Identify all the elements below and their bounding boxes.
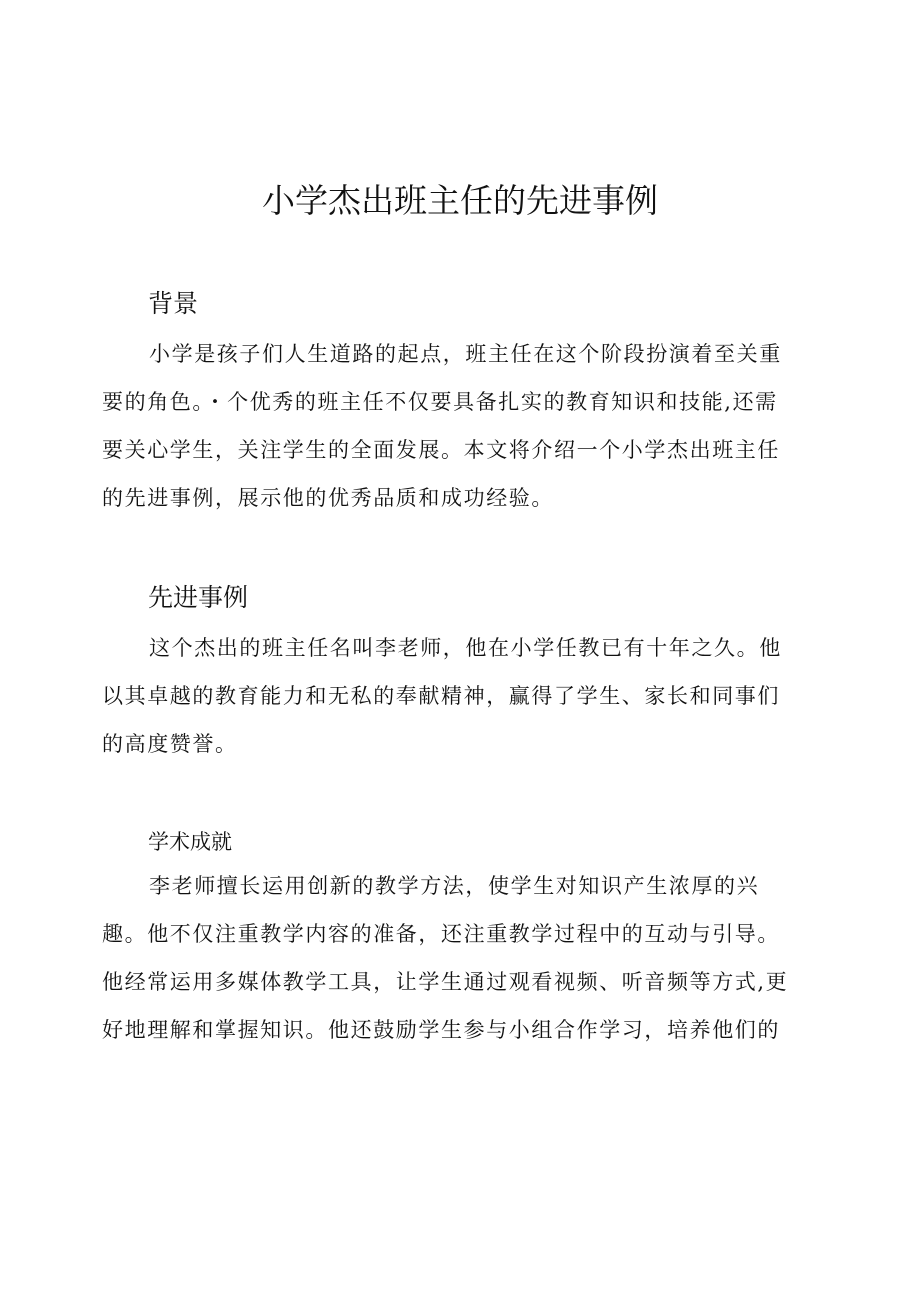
text-line: 的先进事例，展示他的优秀品质和成功经验。 (102, 486, 554, 510)
text-line: 的高度赞誉。 (102, 732, 238, 756)
text-line: 李老师擅长运用创新的教学方法，使学生对知识产生浓厚的兴 (149, 874, 760, 898)
section-heading-background: 背景 (148, 289, 199, 318)
text-line: 好地理解和掌握知识。他还鼓励学生参与小组合作学习，培养他们的 (102, 1018, 780, 1042)
paragraph-advanced-deeds (102, 624, 814, 768)
paragraph-academic-achievements (102, 862, 814, 1054)
section-heading-academic-achievements: 学术成就 (148, 830, 232, 854)
page-title: 小学杰出班主任的先进事例 (262, 181, 658, 220)
text-line: 他经常运用多媒体教学工具，让学生通过观看视频、听音频等方式,更 (102, 970, 789, 994)
text-line: 小学是孩子们人生道路的起点，班主任在这个阶段扮演着至关重 (149, 342, 782, 366)
paragraph-background (102, 330, 814, 522)
section-heading-advanced-deeds: 先进事例 (148, 583, 249, 612)
text-line: 要的角色。・个优秀的班主任不仅要具备扎实的教育知识和技能,还需 (102, 390, 778, 414)
text-line: 以其卓越的教育能力和无私的奉献精神，赢得了学生、家长和同事们 (102, 684, 780, 708)
text-line: 趣。他不仅注重教学内容的准备，还注重教学过程中的互动与引导。 (102, 922, 780, 946)
text-line: 这个杰出的班主任名叫李老师，他在小学任教已有十年之久。他 (149, 636, 782, 660)
text-line: 要关心学生，关注学生的全面发展。本文将介绍一个小学杰出班主任 (102, 438, 780, 462)
